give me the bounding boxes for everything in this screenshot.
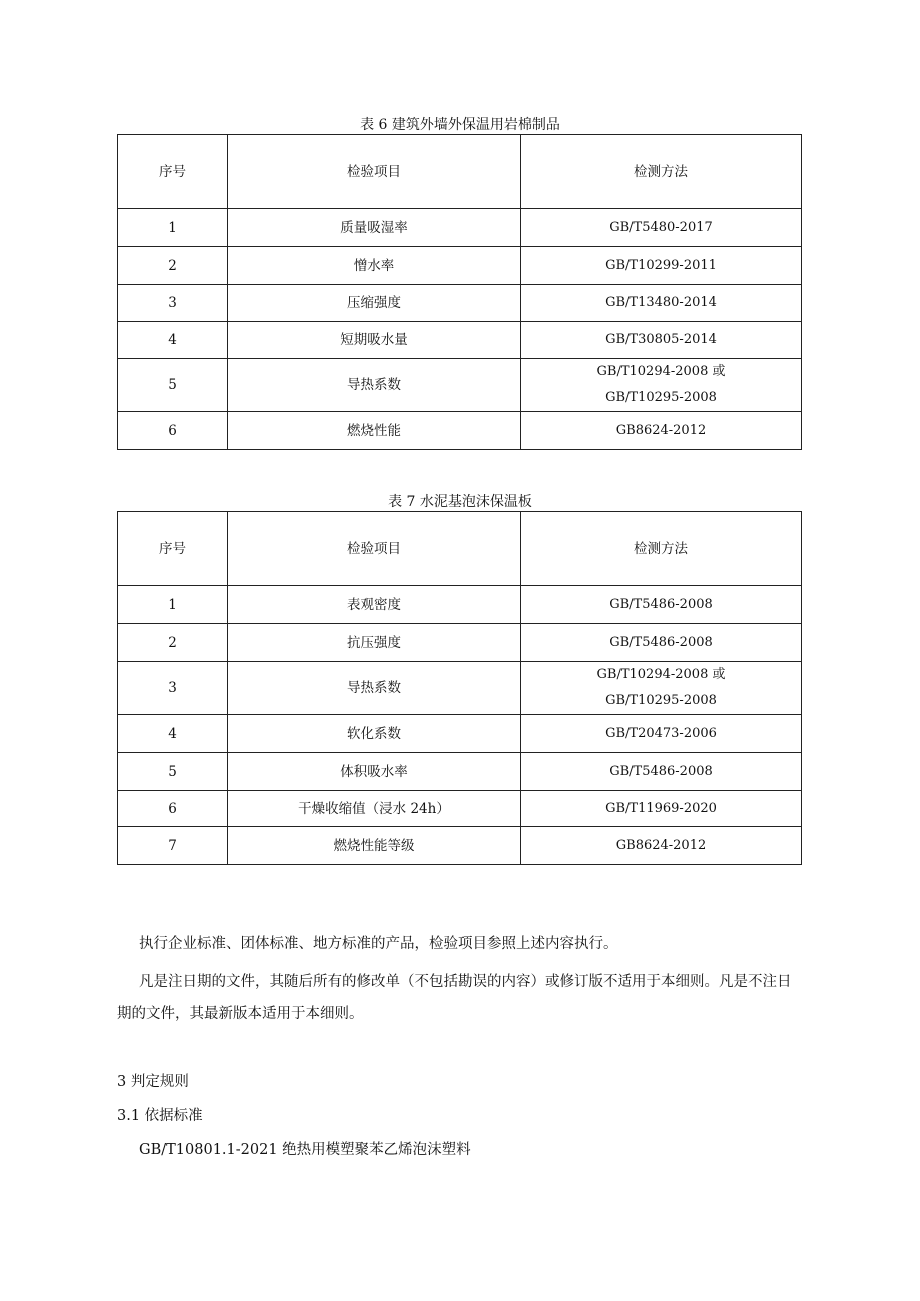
row-method: GB8624-2012 [521, 827, 802, 865]
row-method: GB/T13480-2014 [521, 285, 802, 322]
table-row [118, 791, 802, 827]
row-method: GB/T5480-2017 [521, 209, 802, 247]
row-no: 6 [118, 412, 228, 450]
row-item: 燃烧性能等级 [228, 827, 521, 865]
row-method: GB/T11969-2020 [521, 791, 802, 827]
row-no: 5 [118, 359, 228, 412]
table-row [118, 209, 802, 247]
row-no: 3 [118, 285, 228, 322]
row-no: 6 [118, 791, 228, 827]
row-item: 表观密度 [228, 586, 521, 624]
row-no: 4 [118, 322, 228, 359]
row-method: GB/T5486-2008 [521, 586, 802, 624]
table-row [118, 586, 802, 624]
row-no: 3 [118, 662, 228, 715]
row-method [521, 662, 802, 715]
row-item: 抗压强度 [228, 624, 521, 662]
table-row [118, 662, 802, 715]
row-no: 5 [118, 753, 228, 791]
row-no: 1 [118, 209, 228, 247]
row-item: 短期吸水量 [228, 322, 521, 359]
header-no: 序号 [118, 135, 228, 209]
standard-reference: GB/T10801.1-2021 绝热用模塑聚苯乙烯泡沫塑料 [139, 1142, 471, 1158]
table-row [118, 247, 802, 285]
table6-caption: 表 6 建筑外墙外保温用岩棉制品 [360, 117, 560, 133]
header-method: 检测方法 [521, 512, 802, 586]
row-method: GB/T30805-2014 [521, 322, 802, 359]
method-line-2: GB/T10295-2008 [605, 390, 717, 405]
table-row [118, 624, 802, 662]
method-line-1: GB/T10294-2008 或 [596, 667, 726, 682]
method-line-1: GB/T10294-2008 或 [596, 364, 726, 379]
table7 [117, 511, 802, 865]
row-no: 1 [118, 586, 228, 624]
row-item: 导热系数 [228, 359, 521, 412]
row-no: 2 [118, 247, 228, 285]
row-item: 憎水率 [228, 247, 521, 285]
paragraph-scope: 执行企业标准、团体标准、地方标准的产品，检验项目参照上述内容执行。 [139, 936, 618, 952]
row-no: 4 [118, 715, 228, 753]
row-item: 干燥收缩值（浸水 24h） [228, 791, 521, 827]
table-row [118, 412, 802, 450]
row-item: 质量吸湿率 [228, 209, 521, 247]
row-no: 7 [118, 827, 228, 865]
row-item: 燃烧性能 [228, 412, 521, 450]
table6 [117, 134, 802, 450]
row-no: 2 [118, 624, 228, 662]
section-heading-3-1: 3.1 依据标准 [117, 1108, 203, 1124]
header-method: 检测方法 [521, 135, 802, 209]
table-header-row [118, 512, 802, 586]
row-method: GB/T5486-2008 [521, 624, 802, 662]
section-heading-3: 3 判定规则 [117, 1074, 189, 1090]
row-method [521, 359, 802, 412]
table-header-row [118, 135, 802, 209]
row-method: GB/T10299-2011 [521, 247, 802, 285]
row-item: 导热系数 [228, 662, 521, 715]
row-method: GB/T20473-2006 [521, 715, 802, 753]
paragraph-dated-documents: 凡是注日期的文件，其随后所有的修改单（不包括勘误的内容）或修订版不适用于本细则。凡是不注日期的文件，其最新版本适用于本细则。 [117, 974, 792, 1022]
row-item: 体积吸水率 [228, 753, 521, 791]
row-item: 压缩强度 [228, 285, 521, 322]
table-row [118, 715, 802, 753]
row-item: 软化系数 [228, 715, 521, 753]
method-line-2: GB/T10295-2008 [605, 693, 717, 708]
row-method: GB/T5486-2008 [521, 753, 802, 791]
table-row [118, 827, 802, 865]
header-item: 检验项目 [228, 135, 521, 209]
table-row [118, 359, 802, 412]
header-no: 序号 [118, 512, 228, 586]
table-row [118, 322, 802, 359]
table-row [118, 285, 802, 322]
table-row [118, 753, 802, 791]
header-item: 检验项目 [228, 512, 521, 586]
row-method: GB8624-2012 [521, 412, 802, 450]
table7-caption: 表 7 水泥基泡沫保温板 [388, 494, 532, 510]
